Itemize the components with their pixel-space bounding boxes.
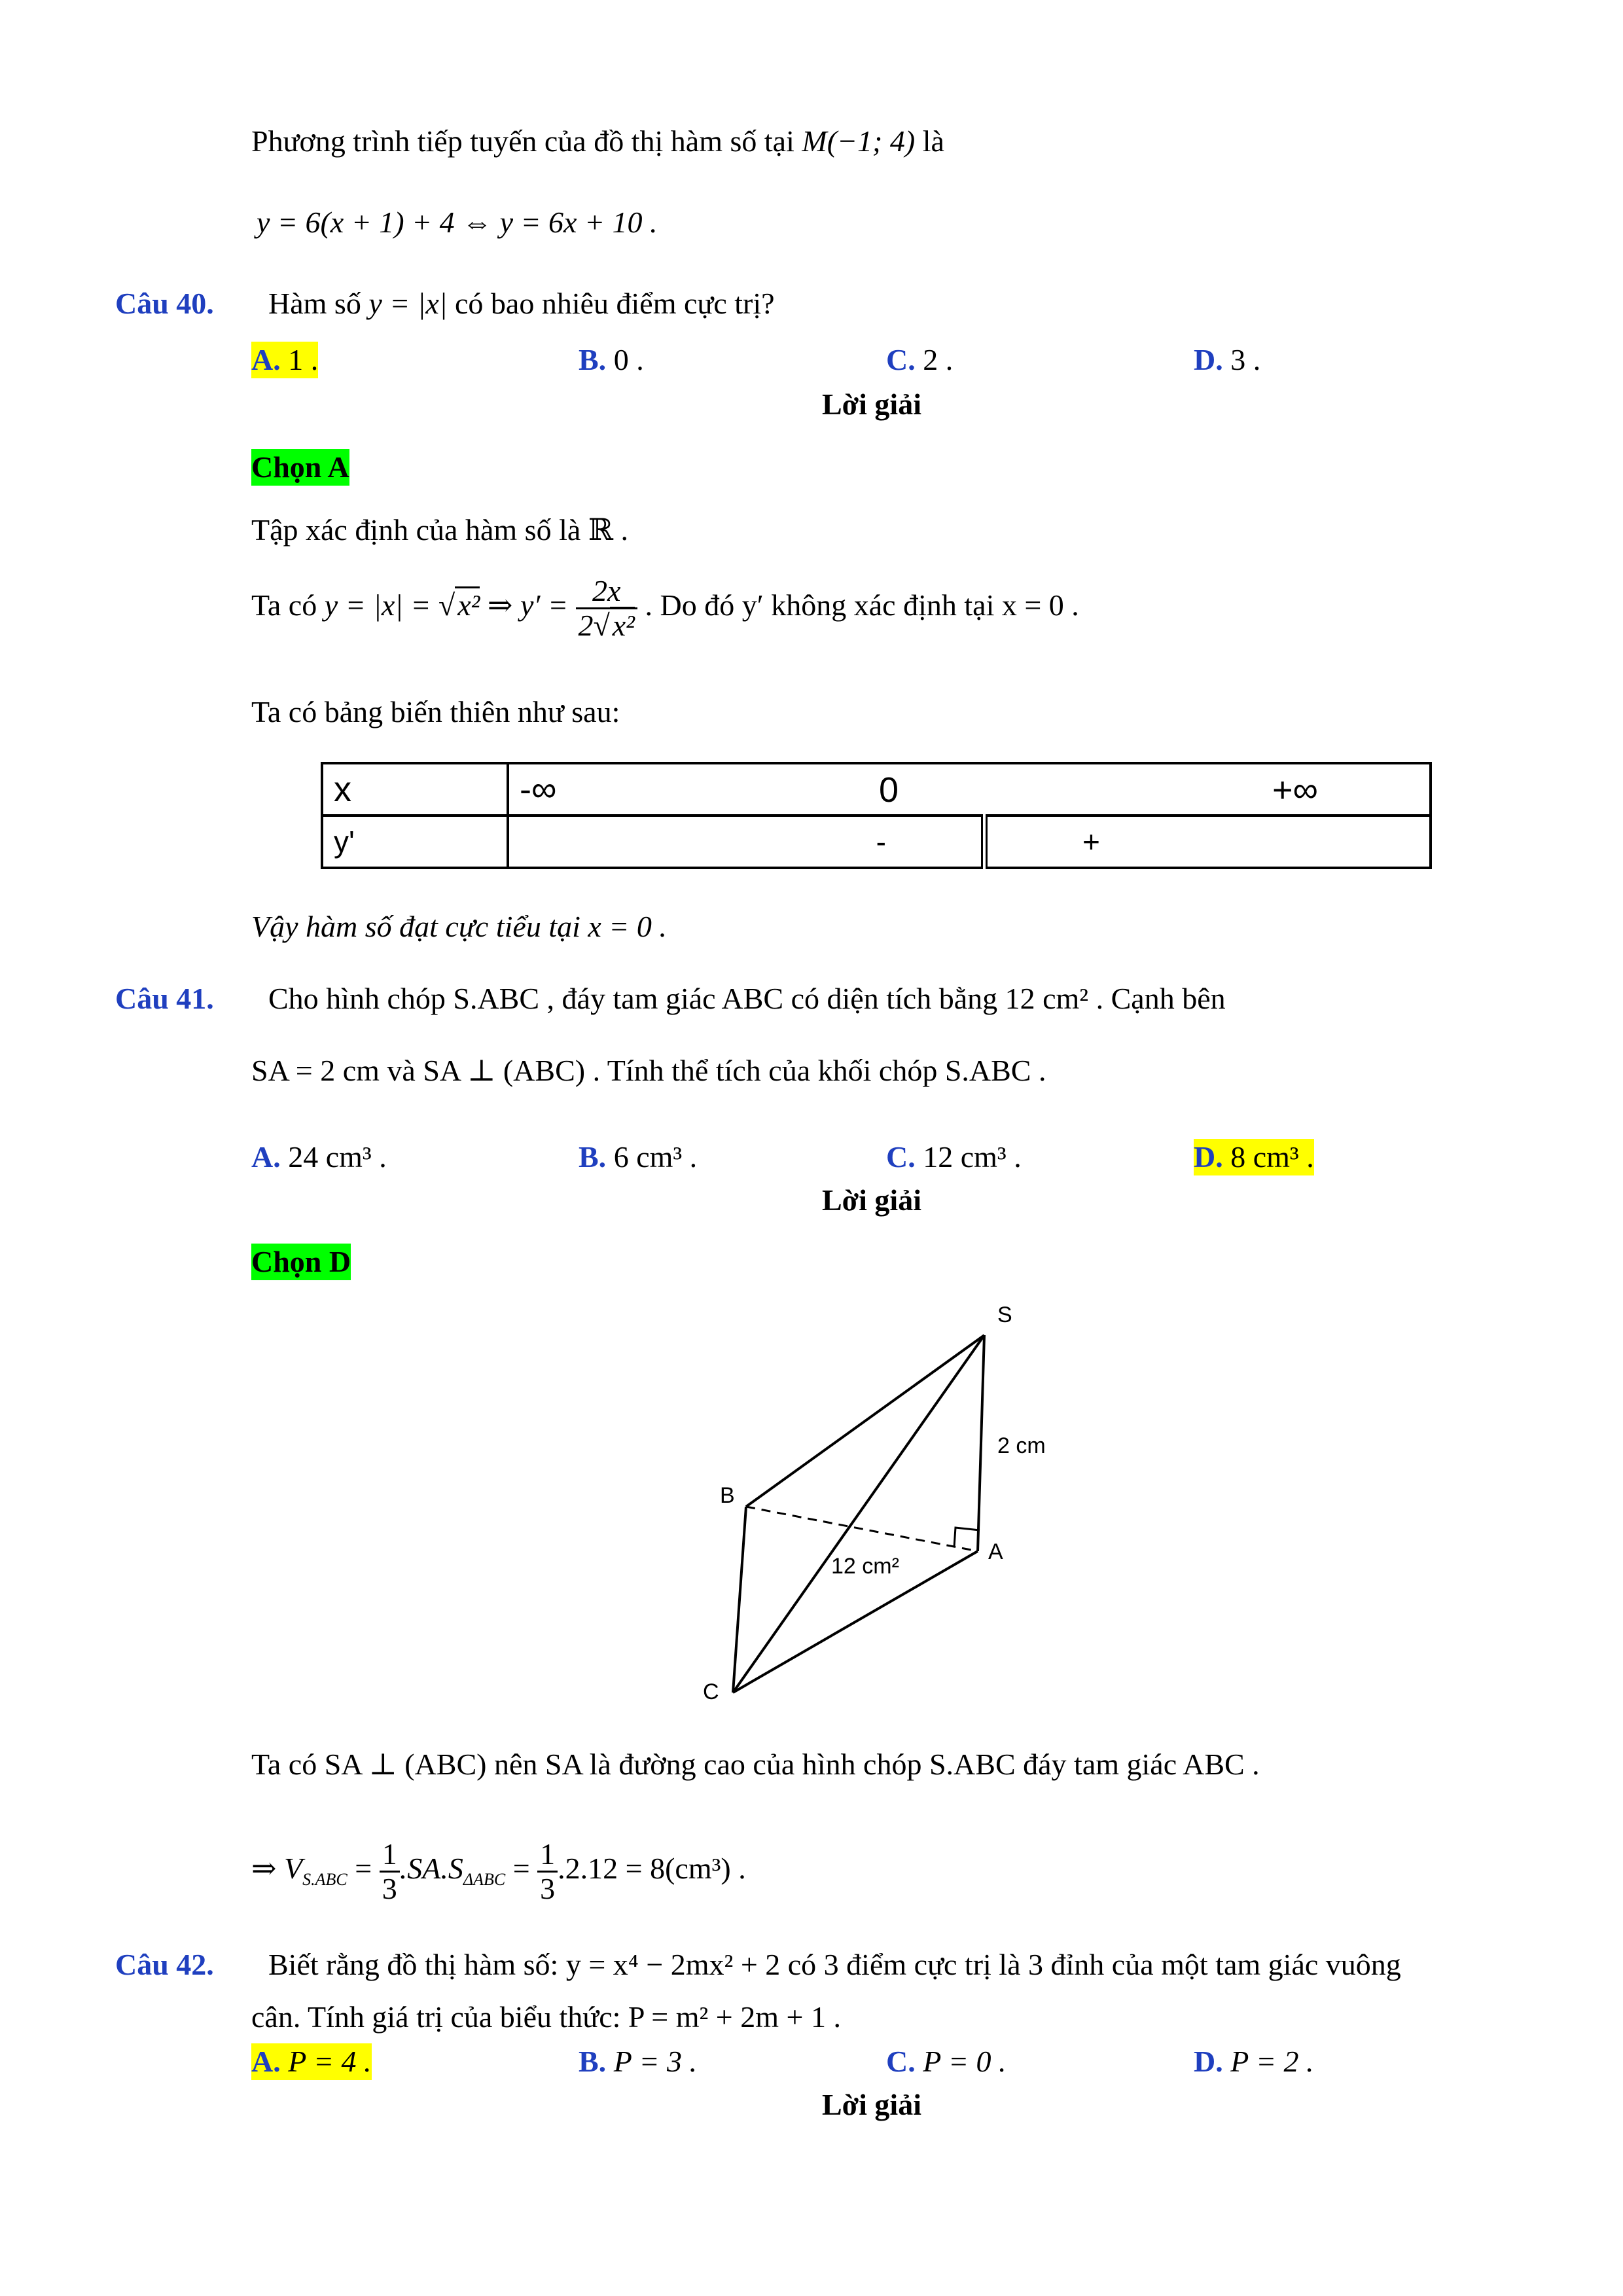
- q40-option-d-value: 3 .: [1230, 343, 1261, 376]
- q42-option-b: [579, 2043, 697, 2080]
- label-edge-2cm: 2 cm: [997, 1433, 1046, 1458]
- q41-option-d-value: 8 cm³ .: [1230, 1140, 1314, 1174]
- q41-option-a-key: A.: [251, 1140, 281, 1174]
- q40-option-d: [1194, 342, 1260, 378]
- q40-deriv-suffix: . Do đó y′ không xác định tại x = 0 .: [645, 588, 1079, 622]
- q42-line-2: cân. Tính giá trị của biểu thức: P = m² + 2m + 1 .: [251, 2000, 841, 2034]
- q41-explain: Ta có SA ⊥ (ABC) nên SA là đường cao của hình chóp S.ABC đáy tam giác ABC .: [251, 1748, 1260, 1781]
- q42-option-a-key: A.: [251, 2045, 281, 2078]
- intro-point: M(−1; 4): [802, 124, 916, 158]
- q41-label: Câu 41.: [115, 982, 214, 1015]
- label-S: S: [997, 1302, 1012, 1327]
- q42-option-b-value: P = 3 .: [613, 2045, 697, 2078]
- table-sign-left: -: [508, 816, 984, 868]
- q41-option-d: [1194, 1139, 1314, 1175]
- table-x-values: [508, 763, 1431, 816]
- edge-BA-hidden: [746, 1507, 978, 1551]
- q40-domain-math: ℝ .: [588, 513, 628, 547]
- q40-question: [268, 285, 775, 322]
- q41-frac1-num: 1: [380, 1838, 400, 1873]
- q41-volume-end: .2.12 = 8(cm³) .: [558, 1852, 746, 1885]
- q40-deriv-fraction: $\frac{2x}{\text{2√x²}}$: [576, 575, 637, 642]
- q40-label: Câu 40.: [115, 287, 214, 320]
- q41-option-b-key: B.: [579, 1140, 607, 1174]
- q42-option-d-key: D.: [1194, 2045, 1223, 2078]
- q42-option-c: [886, 2043, 1007, 2080]
- q41-volume-eq2: =: [505, 1852, 538, 1885]
- q40-text-b: có bao nhiêu điểm cực trị?: [455, 287, 775, 320]
- q40-option-a-key: A.: [251, 343, 281, 376]
- q42-solution-heading: Lời giải: [822, 2088, 921, 2121]
- variation-table: [321, 762, 1432, 869]
- q41-frac-2: [537, 1838, 558, 1905]
- intro-line-1: [251, 123, 944, 160]
- q40-deriv-prefix: Ta có: [251, 588, 317, 622]
- q40-option-b-value: 0 .: [613, 343, 644, 376]
- q41-solution-heading: Lời giải: [822, 1183, 921, 1217]
- q40-option-c-value: 2 .: [923, 343, 954, 376]
- q40-deriv-den-rad: x²: [610, 607, 635, 642]
- q42-label: Câu 42.: [115, 1948, 214, 1981]
- q41-volume: [251, 1833, 746, 1905]
- q42-option-c-value: P = 0 .: [923, 2045, 1007, 2078]
- intro-text: Phương trình tiếp tuyến của đồ thị hàm số tại: [251, 124, 794, 158]
- q41-volume-mid: .SA.S: [399, 1852, 463, 1885]
- q40-domain: [251, 512, 628, 548]
- q41-option-c-key: C.: [886, 1140, 916, 1174]
- q40-option-a: [251, 342, 318, 378]
- edge-SA: [978, 1335, 984, 1551]
- q40-option-c-key: C.: [886, 343, 916, 376]
- q41-frac-1: [380, 1838, 400, 1905]
- q42-option-a-value: P = 4 .: [288, 2045, 372, 2078]
- q41-option-b-value: 6 cm³ .: [613, 1140, 698, 1174]
- q42-option-b-key: B.: [579, 2045, 607, 2078]
- q40-deriv-arrow: ⇒ y′ =: [480, 588, 576, 622]
- q40-option-b: [579, 342, 644, 378]
- q40-deriv-den-coef: 2: [578, 609, 594, 642]
- table-row1-head: x: [322, 763, 508, 816]
- q40-derivative: Ta có y = |x| = √x² ⇒ y′ = $\frac{2x}{\text{2√x²}}$ . Do đó y′ không xác định tại x = 0 .: [251, 574, 1079, 642]
- table-row2-head: y': [322, 816, 508, 868]
- q40-text-a: Hàm số: [268, 287, 361, 320]
- pyramid-figure: [681, 1302, 1099, 1721]
- q40-conclusion: Vậy hàm số đạt cực tiểu tại x = 0 .: [251, 910, 667, 943]
- q40-deriv-num: 2x: [576, 575, 637, 609]
- edge-SC: [733, 1335, 984, 1693]
- q40-solution-heading: Lời giải: [822, 387, 921, 421]
- table-neg-inf: -∞: [520, 770, 557, 809]
- right-angle-marker: [954, 1528, 980, 1547]
- q42-option-d-value: P = 2 .: [1230, 2045, 1314, 2078]
- q41-option-c: [886, 1139, 1022, 1175]
- q41-option-d-key: D.: [1194, 1140, 1223, 1174]
- edge-SB: [746, 1335, 984, 1507]
- q41-volume-prefix: ⇒ V: [251, 1852, 303, 1885]
- q40-table-intro: Ta có bảng biến thiên như sau:: [251, 695, 620, 728]
- table-pos-inf: +∞: [1272, 770, 1318, 810]
- q40-choice: Chọn A: [251, 449, 349, 486]
- table-sign-right: +: [984, 816, 1431, 868]
- q41-volume-sub2: ΔABC: [463, 1870, 506, 1889]
- intro-line-2: y = 6(x + 1) + 4 ⇔ y = 6x + 10 .: [257, 206, 658, 239]
- q41-volume-sub: S.ABC: [302, 1870, 348, 1889]
- q42-option-d: [1194, 2043, 1314, 2080]
- q40-deriv-lhs: y = |x| =: [324, 588, 438, 622]
- q41-option-a: [251, 1139, 387, 1175]
- q41-option-a-value: 24 cm³ .: [288, 1140, 387, 1174]
- q40-option-b-key: B.: [579, 343, 607, 376]
- q40-math: y = |x|: [368, 287, 448, 320]
- q41-frac1-den: 3: [382, 1871, 397, 1905]
- label-C: C: [703, 1679, 719, 1704]
- q41-line-2: SA = 2 cm và SA ⊥ (ABC) . Tính thể tích của khối chóp S.ABC .: [251, 1054, 1046, 1087]
- q40-option-a-value: 1 .: [288, 343, 319, 376]
- q41-frac2-num: 1: [537, 1838, 558, 1873]
- q40-domain-text: Tập xác định của hàm số là: [251, 513, 581, 547]
- q41-option-b: [579, 1139, 697, 1175]
- q41-frac2-den: 3: [540, 1871, 556, 1905]
- q42-option-a: [251, 2043, 372, 2080]
- table-zero: 0: [879, 770, 899, 810]
- q41-choice: Chọn D: [251, 1244, 351, 1280]
- q42-option-c-key: C.: [886, 2045, 916, 2078]
- edge-BC: [733, 1507, 746, 1693]
- q40-option-d-key: D.: [1194, 343, 1223, 376]
- q40-deriv-sqrt: x²: [455, 586, 480, 622]
- label-area: 12 cm²: [831, 1554, 899, 1579]
- label-B: B: [720, 1483, 735, 1508]
- q41-volume-eq1: =: [347, 1852, 380, 1885]
- q41-line-1: Cho hình chóp S.ABC , đáy tam giác ABC có diện tích bằng 12 cm² . Cạnh bên: [268, 982, 1226, 1015]
- q41-option-c-value: 12 cm³ .: [923, 1140, 1022, 1174]
- label-A: A: [988, 1539, 1003, 1564]
- q42-line-1: Biết rằng đồ thị hàm số: y = x⁴ − 2mx² + 2 có 3 điểm cực trị là 3 đỉnh của một tam giác vuông: [268, 1948, 1401, 1981]
- intro-end: là: [922, 124, 944, 158]
- q40-option-c: [886, 342, 953, 378]
